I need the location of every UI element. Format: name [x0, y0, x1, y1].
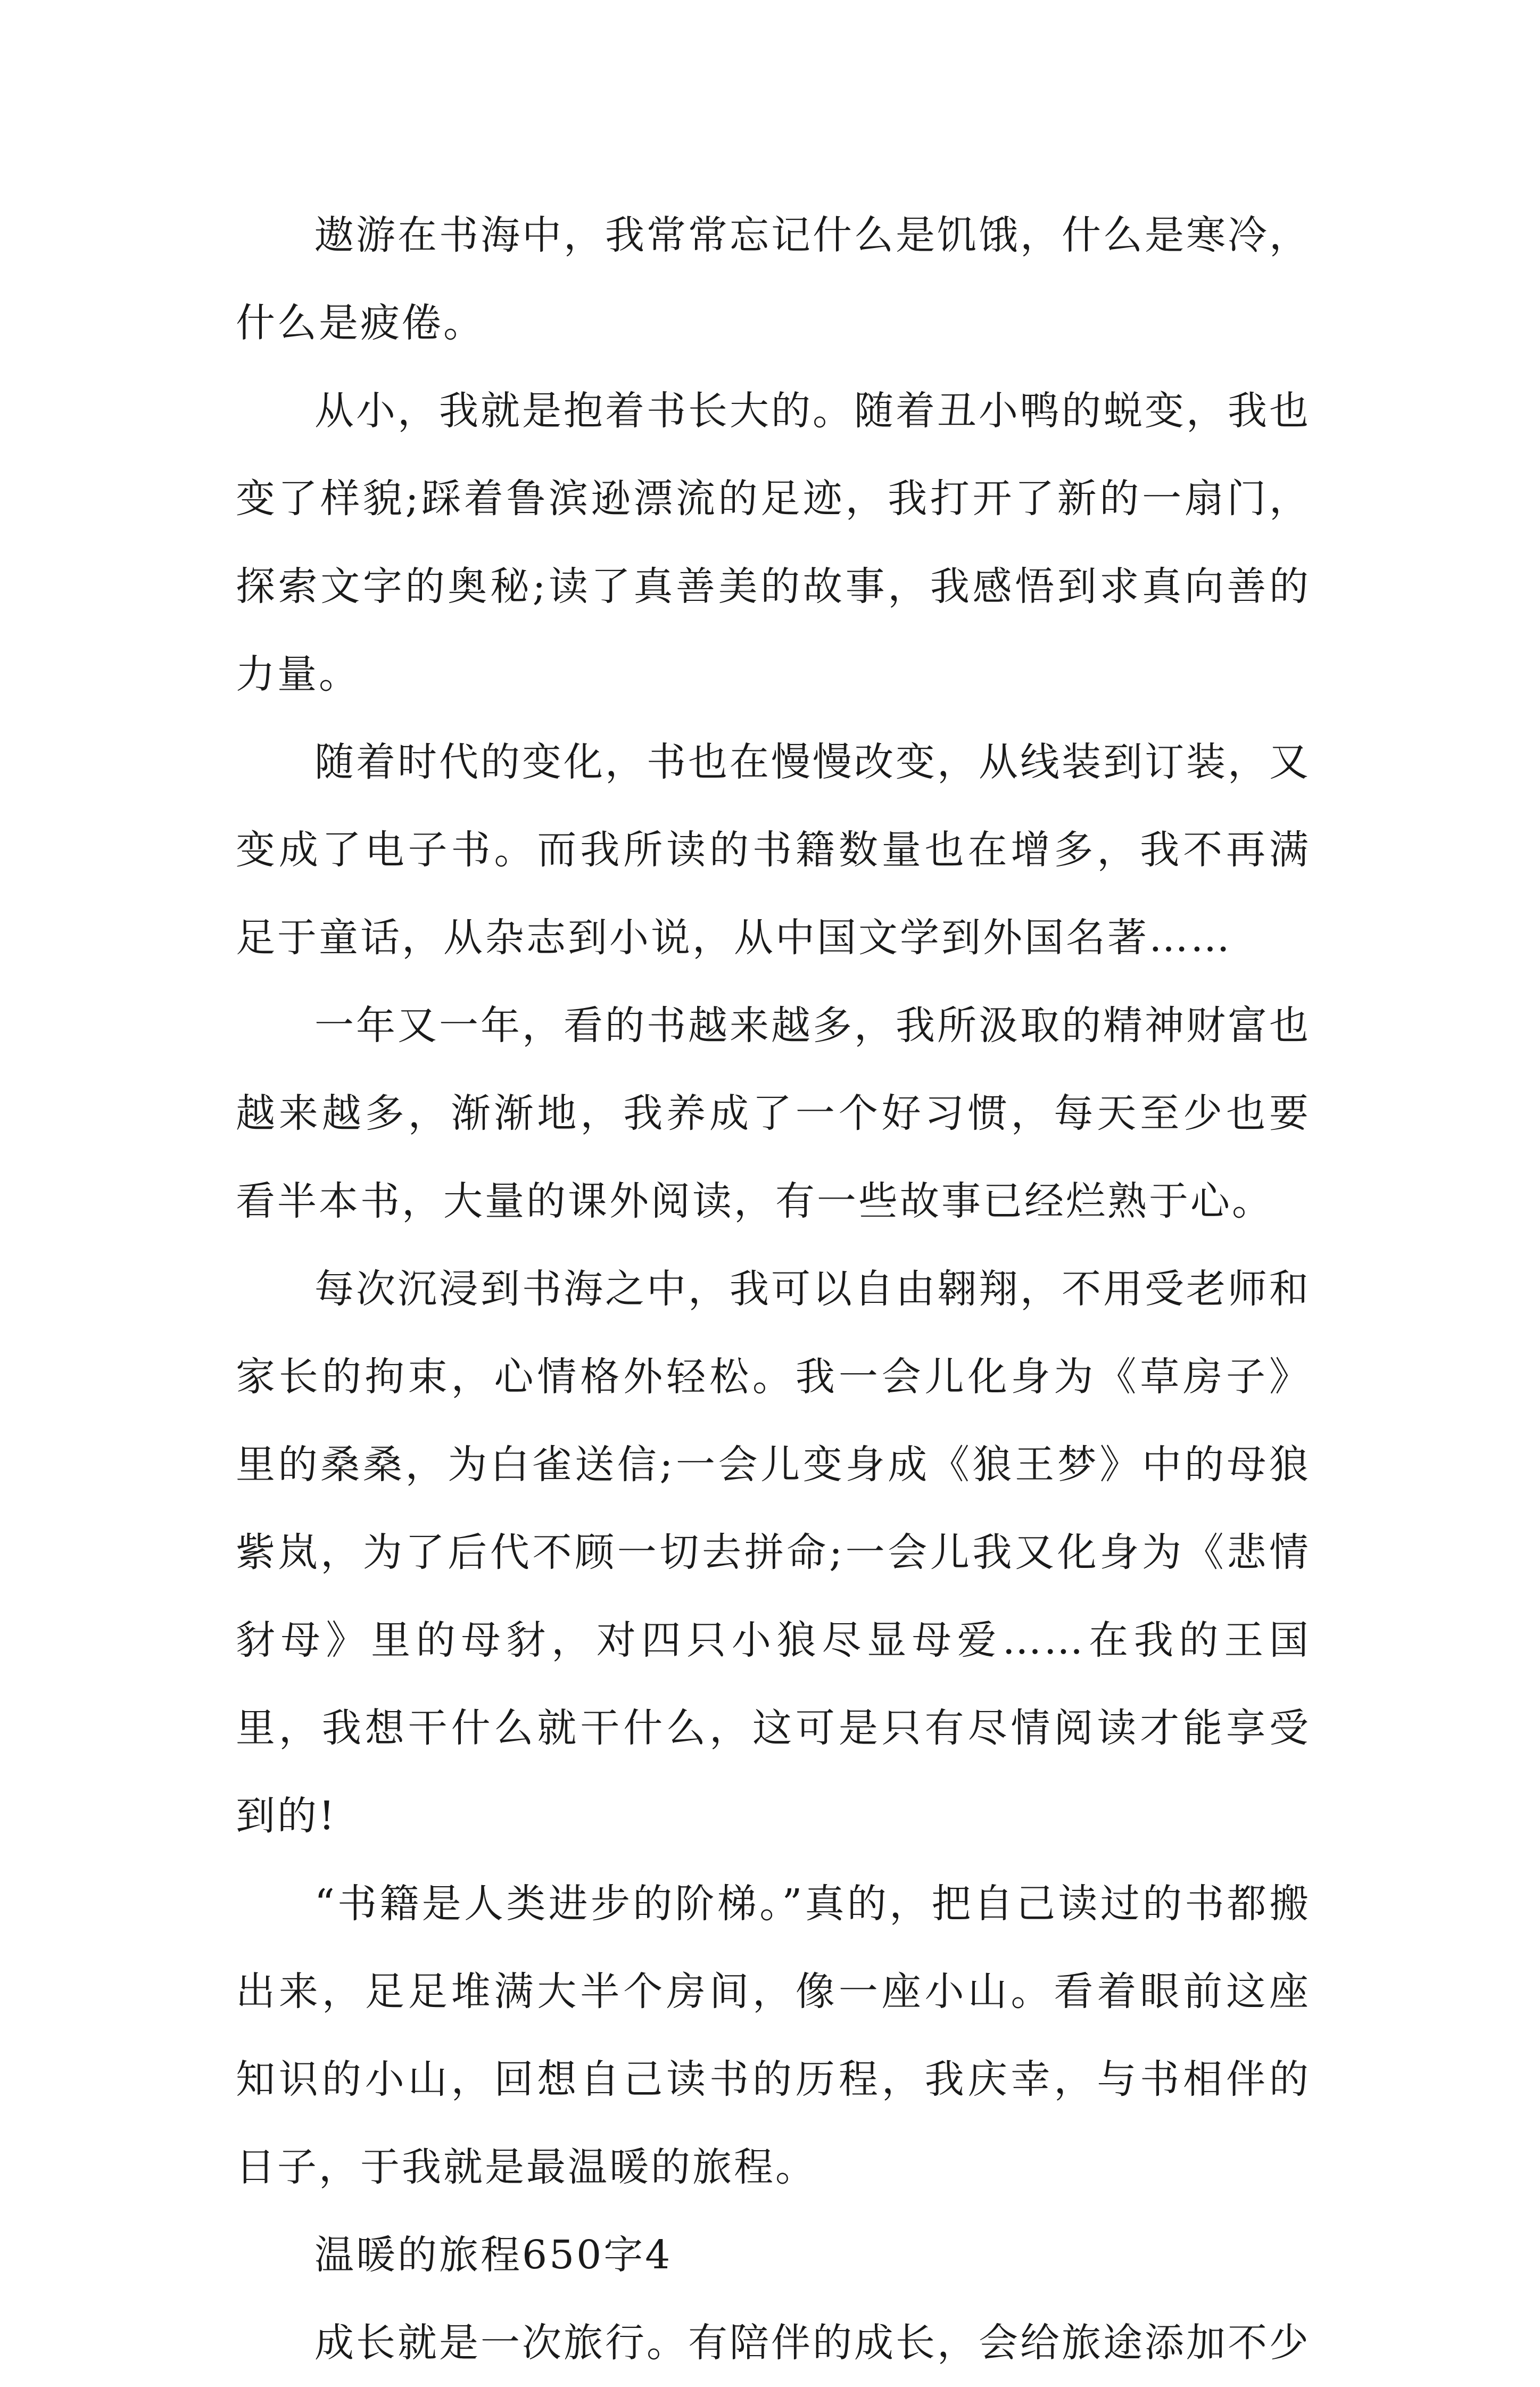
document-body: [236, 192, 1311, 2387]
section-heading: 温暖的旅程650字4: [314, 2232, 673, 2278]
paragraph-3: 随着时代的变化，书也在慢慢改变，从线装到订装，又变成了电子书。而我所读的书籍数量也在增多，我不再满足于童话，从杂志到小说，从中国文学到外国名著……: [236, 739, 1311, 961]
paragraph-4: 一年又一年，看的书越来越多，我所汲取的精神财富也越来越多，渐渐地，我养成了一个好习惯，每天至少也要看半本书，大量的课外阅读，有一些故事已经烂熟于心。: [236, 1003, 1311, 1224]
paragraph-6: “书籍是人类进步的阶梯。”真的，把自己读过的书都搬出来，足足堆满大半个房间，像一座小山。看着眼前这座知识的小山，回想自己读书的历程，我庆幸，与书相伴的日子，于我就是最温暖的旅程。: [236, 1881, 1311, 2190]
paragraph-5: 每次沉浸到书海之中，我可以自由翱翔，不用受老师和家长的拘束，心情格外轻松。我一会儿化身为《草房子》里的桑桑，为白雀送信;一会儿变身成《狼王梦》中的母狼紫岚，为了后代不顾一切去拼命;一会儿我又化身为《悲情豺母》里的母豺，对四只小狼尽显母爱……在我的王国里，我想干什么就干什么，这可是只有尽情阅读才能享受到的!: [236, 1266, 1311, 1839]
paragraph-2: 从小，我就是抱着书长大的。随着丑小鸭的蜕变，我也变了样貌;踩着鲁滨逊漂流的足迹，我打开了新的一扇门，探索文字的奥秘;读了真善美的故事，我感悟到求真向善的力量。: [236, 388, 1311, 697]
paragraph-1: 遨游在书海中，我常常忘记什么是饥饿，什么是寒冷，什么是疲倦。: [236, 212, 1311, 346]
paragraph-7: 成长就是一次旅行。有陪伴的成长，会给旅途添加不少: [314, 2320, 1311, 2366]
